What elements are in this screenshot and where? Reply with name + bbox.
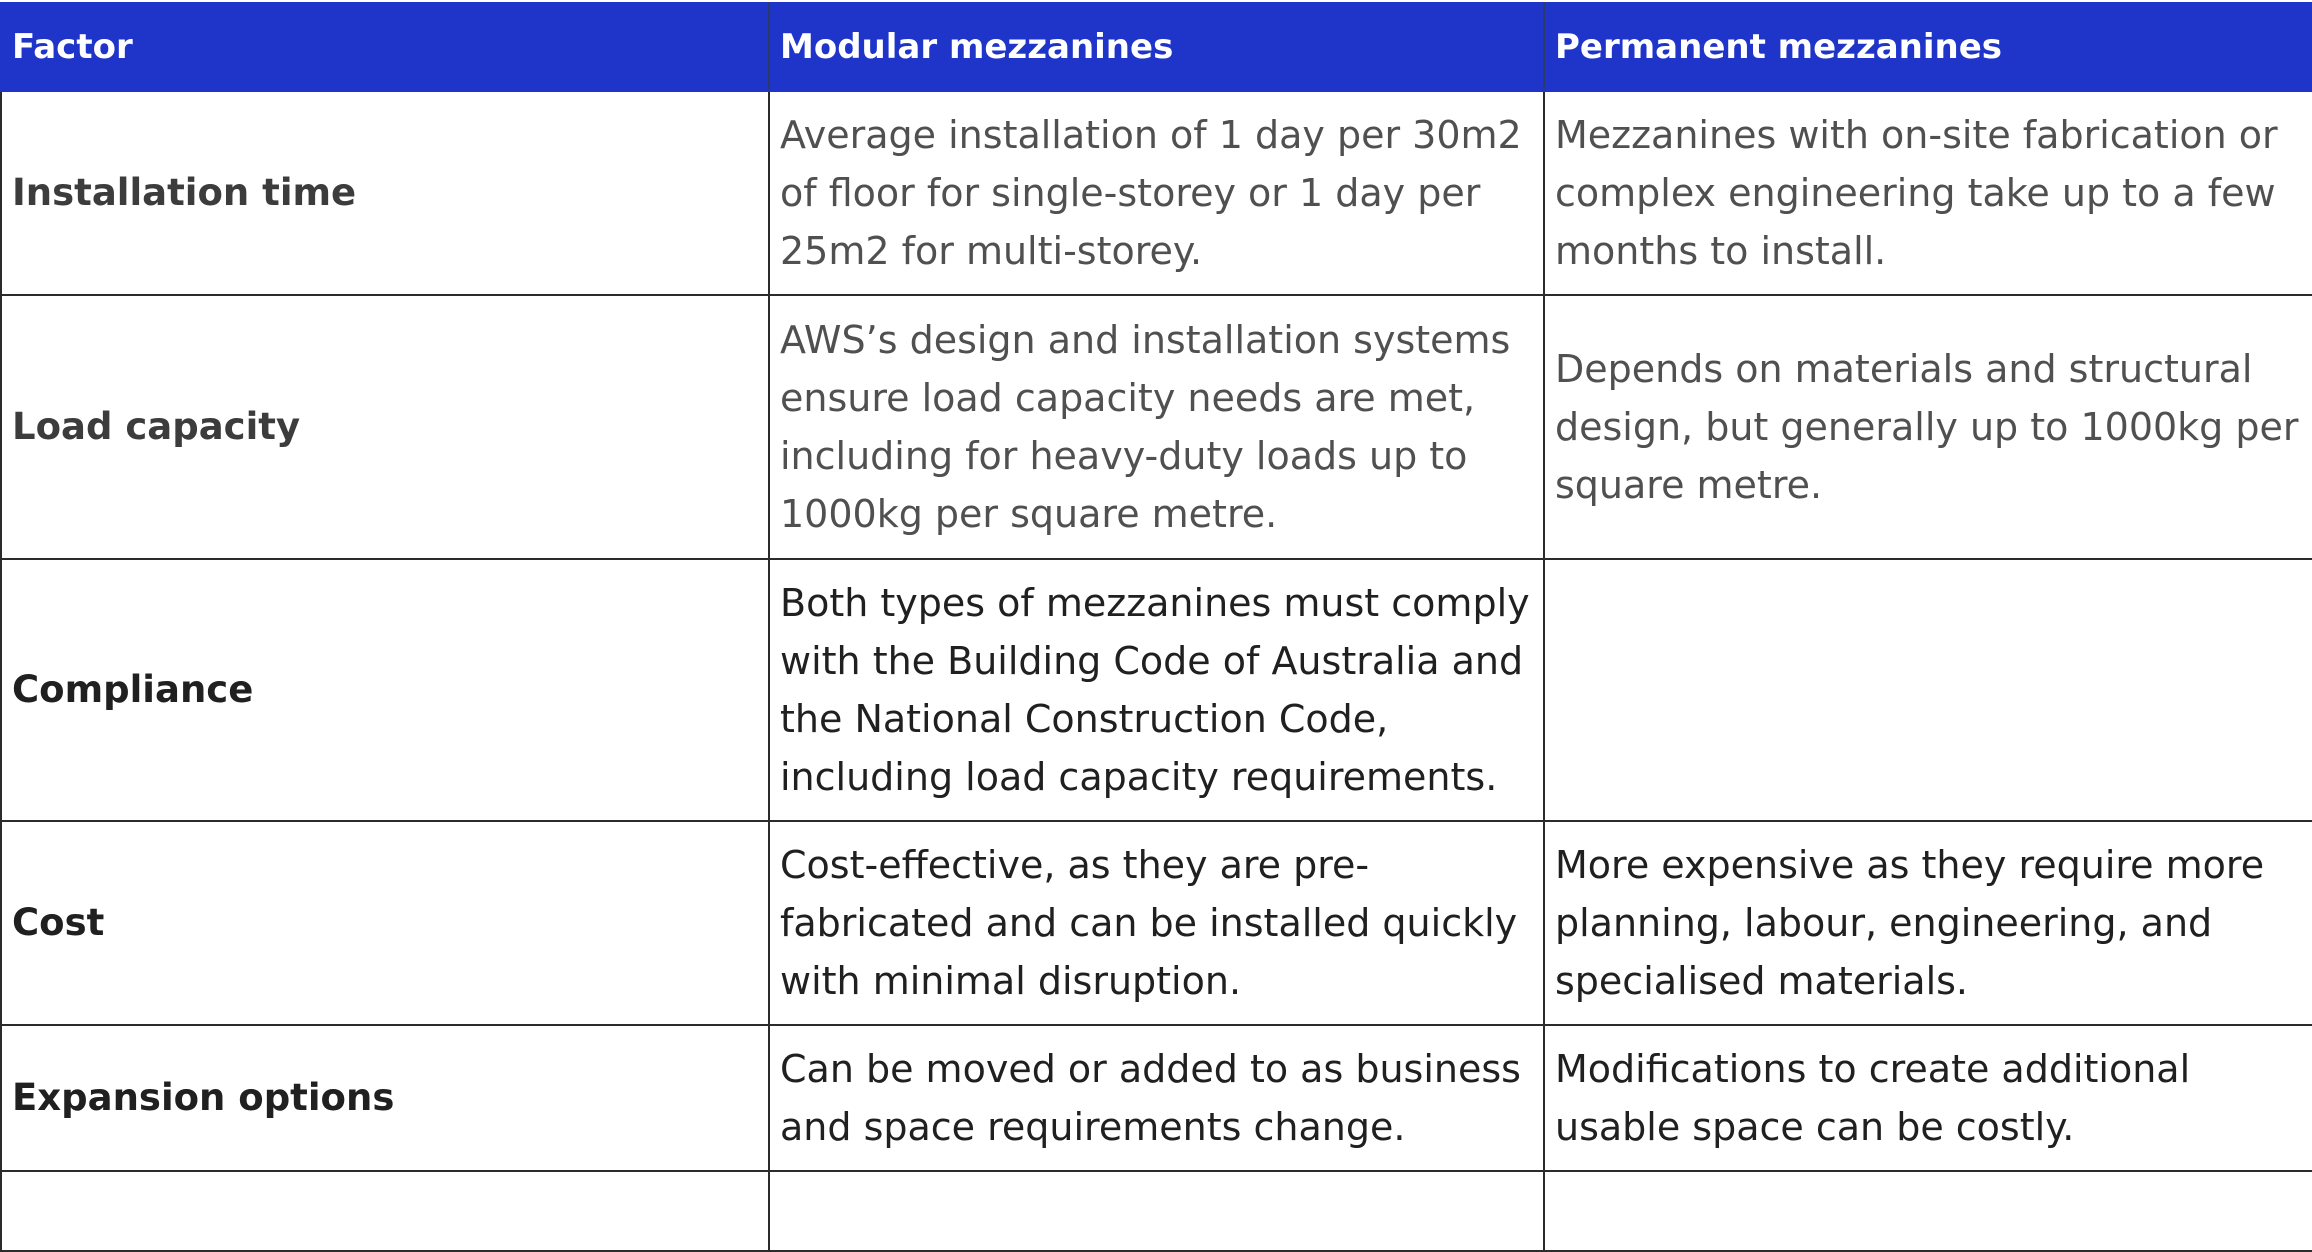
header-modular: Modular mezzanines	[769, 3, 1544, 91]
factor-cell: Compliance	[1, 559, 769, 821]
table-row	[1, 1025, 2312, 1171]
factor-cell: Expansion options	[1, 1025, 769, 1171]
modular-cell: Can be moved or added to as business and space requirements change.	[769, 1025, 1544, 1171]
table-row	[1, 559, 2312, 821]
modular-cell	[769, 1171, 1544, 1251]
table-row	[1, 1171, 2312, 1251]
header-row	[1, 3, 2312, 91]
factor-cell: Load capacity	[1, 295, 769, 559]
factor-cell: Cost	[1, 821, 769, 1025]
modular-cell: Both types of mezzanines must comply with the Building Code of Australia and the National Construction Code, including load capacity requirements.	[769, 559, 1544, 821]
modular-cell: Cost-effective, as they are pre-fabricated and can be installed quickly with minimal disruption.	[769, 821, 1544, 1025]
permanent-cell: Mezzanines with on-site fabrication or complex engineering take up to a few months to install.	[1544, 91, 2312, 295]
permanent-cell: More expensive as they require more planning, labour, engineering, and specialised materials.	[1544, 821, 2312, 1025]
table-row	[1, 91, 2312, 295]
table-row	[1, 821, 2312, 1025]
permanent-cell	[1544, 1171, 2312, 1251]
modular-cell: Average installation of 1 day per 30m2 of floor for single-storey or 1 day per 25m2 for multi-storey.	[769, 91, 1544, 295]
header-factor: Factor	[1, 3, 769, 91]
permanent-cell	[1544, 559, 2312, 821]
table-row	[1, 295, 2312, 559]
header-permanent: Permanent mezzanines	[1544, 3, 2312, 91]
factor-cell	[1, 1171, 769, 1251]
permanent-cell: Depends on materials and structural design, but generally up to 1000kg per square metre.	[1544, 295, 2312, 559]
permanent-cell: Modifications to create additional usable space can be costly.	[1544, 1025, 2312, 1171]
modular-cell: AWS’s design and installation systems ensure load capacity needs are met, including for heavy-duty loads up to 1000kg per square metre.	[769, 295, 1544, 559]
comparison-table	[0, 2, 2312, 1252]
factor-cell: Installation time	[1, 91, 769, 295]
